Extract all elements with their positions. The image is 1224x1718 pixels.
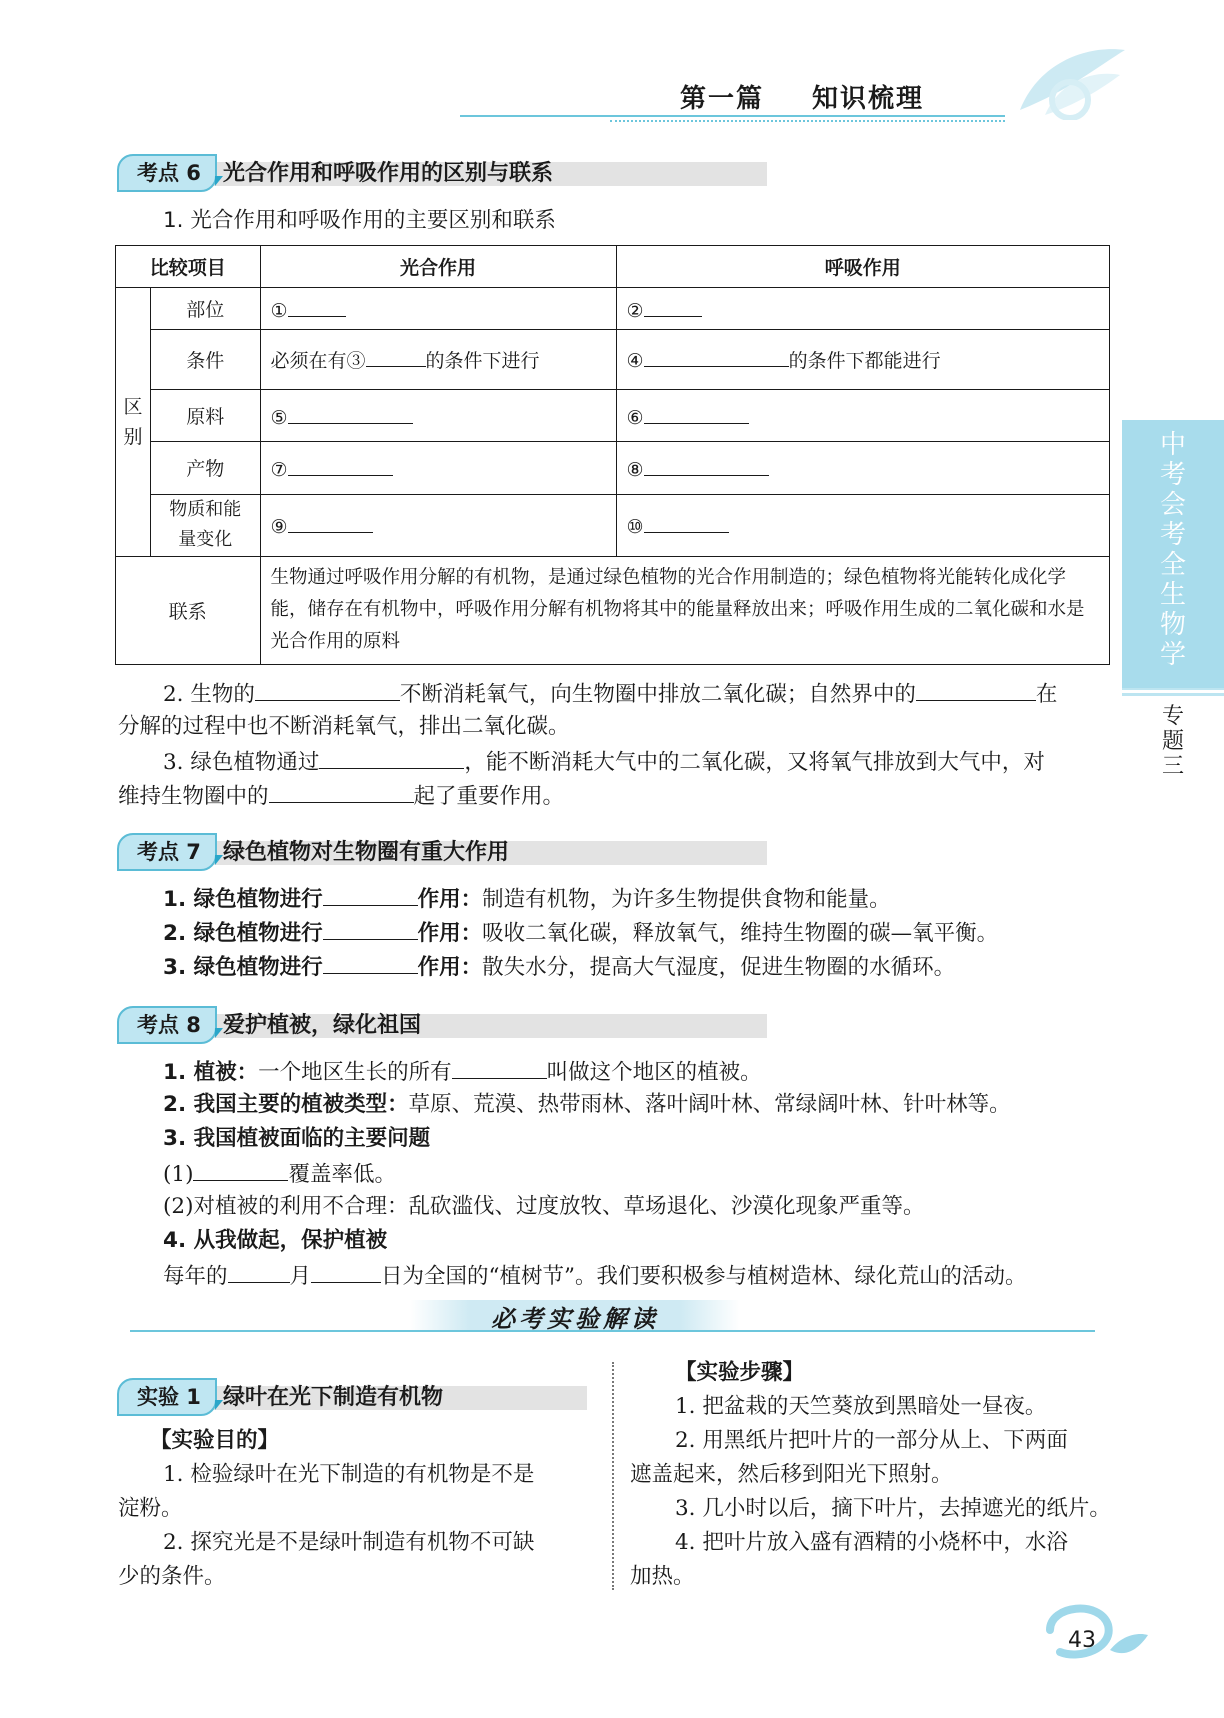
subheading: 1. 光合作用和呼吸作用的主要区别和联系: [163, 208, 556, 233]
paragraph-cont: 分解的过程中也不断消耗氧气，排出二氧化碳。: [118, 714, 570, 739]
text: 2. 生物的: [163, 682, 255, 707]
text: 作用：: [417, 921, 483, 946]
paragraph: [163, 678, 1057, 710]
cell-text: 的条件下都能进行: [788, 350, 941, 373]
text: 叫做这个地区的植被。: [546, 1060, 762, 1085]
blank[interactable]: [644, 296, 702, 317]
blank[interactable]: [644, 455, 769, 476]
blank-number: ⑧: [626, 458, 644, 481]
text: 2. 我国主要的植被类型：: [163, 1092, 409, 1117]
section-title: 光合作用和呼吸作用的区别与联系: [223, 161, 554, 186]
table-header: 呼吸作用: [616, 246, 1109, 288]
blank-number: ②: [626, 299, 644, 322]
paragraph: [163, 746, 1045, 778]
cell-text: 的条件下进行: [425, 350, 540, 373]
text: 一个地区生长的所有: [258, 1060, 452, 1085]
row-label: 条件: [151, 330, 261, 390]
list-item: 3. 我国植被面临的主要问题: [163, 1126, 431, 1151]
side-char: 题: [1161, 729, 1184, 754]
cell-photo: [260, 442, 616, 494]
blank[interactable]: [228, 1260, 290, 1283]
leaf-decoration-icon: [1010, 40, 1130, 120]
cell-resp: [616, 330, 1109, 390]
comparison-table: [115, 245, 1110, 665]
blank[interactable]: [323, 951, 418, 974]
side-char: 会: [1159, 490, 1186, 520]
blank[interactable]: [916, 678, 1036, 701]
section-title: 爱护植被，绿化祖国: [223, 1013, 422, 1038]
list-item: 4. 从我做起，保护植被: [163, 1228, 388, 1253]
cell-photo: [260, 330, 616, 390]
text: 草原、荒漠、热带雨林、落叶阔叶林、常绿阔叶林、针叶林等。: [408, 1092, 1011, 1117]
experiment-text: 4. 把叶片放入盛有酒精的小烧杯中，水浴: [675, 1530, 1068, 1555]
text: 3. 绿色植物通过: [163, 750, 320, 775]
group-label: [116, 288, 151, 557]
blank-number: ③: [346, 350, 366, 373]
text: 每年的: [163, 1264, 228, 1289]
group-label-text: 区别: [123, 395, 143, 448]
blank[interactable]: [288, 455, 393, 476]
header-rule: [460, 115, 1005, 117]
header-part: 第一篇: [680, 84, 765, 114]
blank[interactable]: [311, 1260, 381, 1283]
list-item: [163, 1056, 762, 1088]
experiment-purpose-heading: 【实验目的】: [150, 1428, 280, 1453]
text: 吸收二氧化碳，释放氧气，维持生物圈的碳—氧平衡。: [482, 921, 999, 946]
list-item: [163, 1158, 396, 1190]
text: 2. 绿色植物进行: [163, 921, 323, 946]
cell-photo: [260, 288, 616, 330]
blank[interactable]: [644, 346, 789, 367]
list-item: (2)对植被的利用不合理：乱砍滥伐、过度放牧、草场退化、沙漠化现象严重等。: [163, 1194, 925, 1219]
list-item: [163, 917, 998, 949]
experiment-text: 加热。: [630, 1564, 695, 1589]
text: 覆盖率低。: [288, 1162, 396, 1187]
text: 作用：: [417, 887, 483, 912]
text: (1): [163, 1162, 194, 1187]
cell-resp: [616, 288, 1109, 330]
section-title: 绿色植物对生物圈有重大作用: [223, 840, 510, 865]
side-tab-separator: [1122, 690, 1224, 693]
blank[interactable]: [319, 746, 464, 769]
blank[interactable]: [452, 1056, 547, 1079]
row-label: 原料: [151, 390, 261, 442]
row-label: 联系: [116, 556, 261, 664]
blank-number: ⑩: [626, 516, 644, 539]
blank[interactable]: [288, 512, 373, 533]
list-item: [163, 951, 955, 983]
header-title: [680, 78, 924, 115]
blank[interactable]: [644, 512, 729, 533]
side-tab-topic: [1122, 696, 1224, 786]
text: 1. 植被：: [163, 1060, 259, 1085]
blank[interactable]: [255, 678, 400, 701]
section-label: 考点 7: [117, 833, 217, 871]
header-section: 知识梳理: [812, 84, 925, 114]
text: 日为全国的“植树节”。我们要积极参与植树造林、绿化荒山的活动。: [381, 1264, 1027, 1289]
text: 在: [1035, 682, 1058, 707]
row-label: 产物: [151, 442, 261, 494]
experiment-text: 淀粉。: [118, 1496, 183, 1521]
blank[interactable]: [323, 883, 418, 906]
table-header: 比较项目: [116, 246, 261, 288]
blank[interactable]: [288, 403, 413, 424]
text: 起了重要作用。: [413, 784, 565, 809]
relation-text: 生物通过呼吸作用分解的有机物，是通过绿色植物的光合作用制造的；绿色植物将光能转化成化学能，储存在有机物中，呼吸作用分解有机物将其中的能量释放出来；呼吸作用生成的二氧化碳和水是光合作用的原料: [260, 556, 1109, 664]
section-label: 考点 6: [117, 154, 217, 192]
side-char: 全: [1159, 550, 1186, 580]
blank[interactable]: [366, 346, 426, 367]
experiment-text: 遮盖起来，然后移到阳光下照射。: [630, 1462, 953, 1487]
blank[interactable]: [288, 296, 346, 317]
experiment-header-1: [115, 1376, 615, 1416]
text: 不断消耗氧气，向生物圈中排放二氧化碳；自然界中的: [399, 682, 916, 707]
experiment-text: 3. 几小时以后，摘下叶片，去掉遮光的纸片。: [675, 1496, 1111, 1521]
blank-number: ⑦: [270, 458, 288, 481]
cell-resp: [616, 390, 1109, 442]
paragraph-cont: [118, 780, 564, 812]
list-item: [163, 1260, 1027, 1292]
blank[interactable]: [193, 1158, 288, 1181]
table-header: 光合作用: [260, 246, 616, 288]
section-title: 绿叶在光下制造有机物: [223, 1385, 444, 1410]
column-divider: [612, 1362, 614, 1590]
row-label-text: 物质和能量变化: [169, 499, 242, 551]
side-char: 中: [1159, 430, 1186, 460]
text: 月: [289, 1264, 312, 1289]
list-item: [163, 883, 891, 915]
blank-number: ①: [270, 299, 288, 322]
text: 作用：: [417, 955, 483, 980]
header-rule-dotted: [610, 120, 1005, 122]
blank-number: ④: [626, 350, 644, 373]
banner-title: 必考实验解读: [491, 1304, 659, 1333]
text: ，能不断消耗大气中的二氧化碳，又将氧气排放到大气中，对: [464, 750, 1045, 775]
page-number: 43: [1068, 1628, 1096, 1653]
blank[interactable]: [644, 403, 749, 424]
cell-resp: [616, 442, 1109, 494]
cell-resp: [616, 494, 1109, 556]
text: 维持生物圈中的: [118, 784, 269, 809]
experiment-text: 1. 把盆栽的天竺葵放到黑暗处一昼夜。: [675, 1394, 1047, 1419]
row-label: [151, 494, 261, 556]
experiment-text: 2. 用黑纸片把叶片的一部分从上、下两面: [675, 1428, 1068, 1453]
side-tab-book: [1122, 420, 1224, 688]
side-char: 考: [1159, 460, 1186, 490]
section-label: 实验 1: [117, 1378, 217, 1416]
cell-photo: [260, 390, 616, 442]
blank-number: ⑨: [270, 516, 288, 539]
text: 3. 绿色植物进行: [163, 955, 323, 980]
text: 1. 绿色植物进行: [163, 887, 323, 912]
side-char: 考: [1159, 520, 1186, 550]
side-char: 三: [1161, 754, 1184, 779]
blank[interactable]: [323, 917, 418, 940]
row-label: 部位: [151, 288, 261, 330]
list-item: [163, 1090, 1011, 1120]
blank-number: ⑤: [270, 406, 288, 429]
experiment-steps-heading: 【实验步骤】: [675, 1360, 805, 1385]
section-label: 考点 8: [117, 1006, 217, 1044]
blank-number: ⑥: [626, 406, 644, 429]
text: 散失水分，提高大气湿度，促进生物圈的水循环。: [482, 955, 956, 980]
text: 制造有机物，为许多生物提供食物和能量。: [482, 887, 891, 912]
experiment-text: 2. 探究光是不是绿叶制造有机物不可缺: [163, 1530, 535, 1555]
experiment-text: 1. 检验绿叶在光下制造的有机物是不是: [163, 1462, 535, 1487]
blank[interactable]: [269, 780, 414, 803]
cell-text: 必须在有: [270, 350, 347, 373]
cell-photo: [260, 494, 616, 556]
side-char: 物: [1159, 610, 1186, 640]
side-tab: [1122, 420, 1224, 786]
experiment-text: 少的条件。: [118, 1564, 226, 1589]
side-char: 专: [1161, 704, 1184, 729]
side-char: 生: [1159, 580, 1186, 610]
side-char: 学: [1159, 640, 1186, 670]
